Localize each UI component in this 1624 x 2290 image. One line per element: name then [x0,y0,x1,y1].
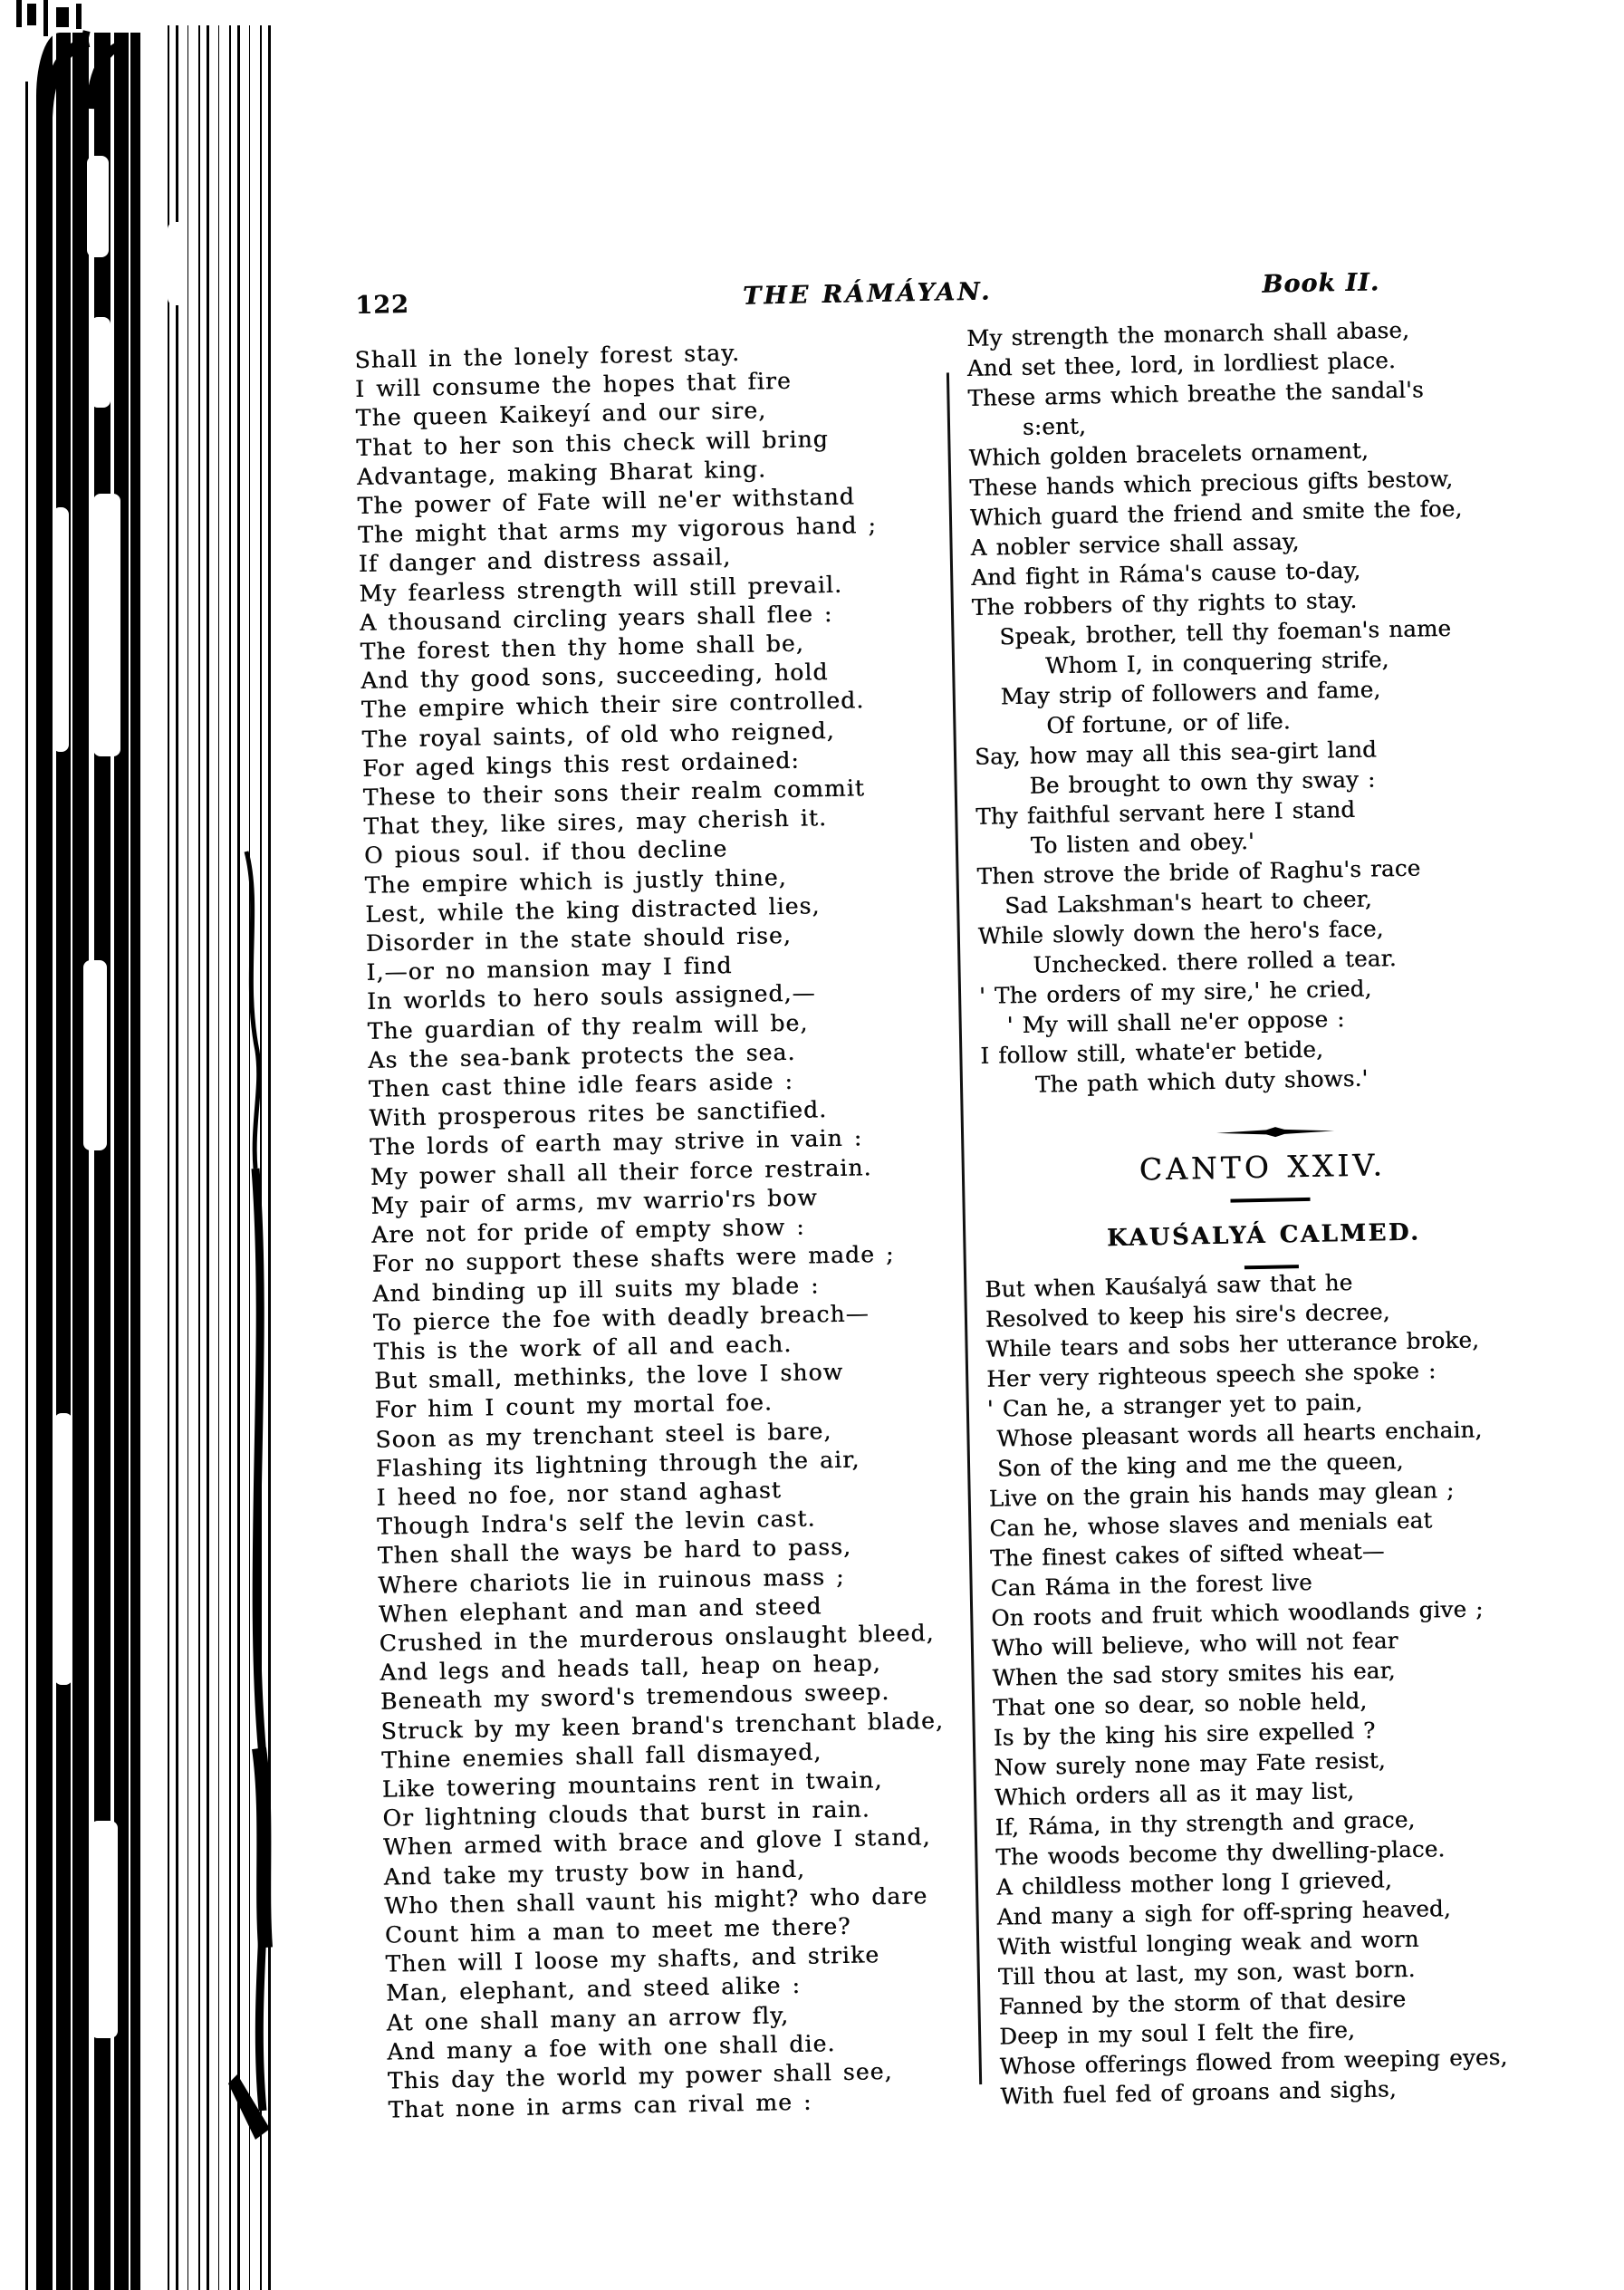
poem-line: Whose offerings flowed from weeping eyes, [999,2043,1508,2080]
poem-line: The queen Kaikeyí and our sire, [355,397,767,432]
poem-line: To listen and obey.' [975,828,1255,860]
poem-line: My fearless strength will still prevail. [359,571,843,607]
poem-line: And many a sigh for off-spring heaved, [996,1894,1452,1930]
canto-heading-rule [1230,1198,1310,1203]
poem-line: The finest cakes of sifted wheat— [989,1536,1385,1572]
poem-line: That they, like sires, may cherish it. [363,804,828,841]
poem-line: The might that arms my vigorous hand ; [357,512,878,549]
poem-line: I,—or no mansion may I find [366,952,733,986]
poem-line: These to their sons their realm commit [362,775,866,811]
poem-line: Disorder in the state should rise, [365,921,793,957]
poem-line: The royal saints, of old who reigned, [361,717,835,753]
poem-line: Flashing its lightning through the air, [375,1446,860,1482]
poem-line: Or lightning clouds that burst in rain. [382,1795,871,1832]
poem-line: Beneath my sword's tremendous sweep. [380,1679,890,1716]
poem-line: Son of the king and me the queen, [987,1447,1404,1482]
poem-line: Can he, whose slaves and menials eat [989,1506,1433,1542]
poem-line: If, Ráma, in thy strength and grace, [995,1805,1416,1841]
poem-line: Thy faithful servant here I stand [975,795,1356,830]
poem-line: When armed with brace and glove I stand, [382,1823,931,1862]
poem-line: Is by the king his sire expelled ? [993,1717,1376,1751]
poem-line: Her very righteous speech she spoke : [985,1356,1437,1392]
poem-line: Though Indra's self the levin cast. [376,1505,816,1540]
poem-line: Are not for pride of empty show : [370,1213,805,1248]
poem-line: The guardian of thy realm will be, [367,1009,809,1044]
poem-line: Then strove the bride of Raghu's race [976,854,1421,890]
poem-line: ' My will shall ne'er oppose : [979,1005,1345,1039]
poem-line: For aged kings this rest ordained: [361,746,801,782]
poem-line: On roots and fruit which woodlands give ; [991,1594,1484,1631]
poem-line: Man, elephant, and steed alike : [385,1972,802,2007]
poem-line: I follow still, whate'er betide, [980,1035,1324,1069]
poem-line: That to her son this check will bring [356,425,830,461]
poem-line: With prosperous rites be sanctified. [369,1096,828,1132]
poem-line: May strip of followers and fame, [973,676,1381,710]
poem-line: That none in arms can rival me : [388,2088,812,2123]
page-number: 122 [355,290,410,320]
poem-line: Live on the grain his hands may glean ; [988,1476,1455,1512]
poem-line: Count him a man to meet me there? [384,1912,851,1948]
poem-line: These hands which precious gifts bestow, [969,465,1454,501]
running-title: THE RÁMÁYAN. [742,277,993,311]
poem-line: Then shall the ways be hard to pass, [377,1534,852,1570]
section-divider-ornament [1068,1111,1483,1130]
canto-subheading: KAUŚALYÁ CALMED. [1106,1218,1421,1253]
right-column-verse [966,315,1463,1101]
poem-line: Resolved to keep his sire's decree, [985,1297,1390,1333]
poem-line: My pair of arms, mv warrio'rs bow [370,1184,819,1219]
page-header [353,268,1382,324]
poem-line: The forest then thy home shall be, [360,630,805,665]
book-number: Book II. [1262,268,1380,299]
poem-line: Who then shall vaunt his might? who dare [384,1881,928,1920]
poem-line: Where chariots lie in ruinous mass ; [378,1563,845,1599]
poem-line: O pious soul. if thou decline [363,835,728,870]
canto-heading: CANTO XXIV. [1139,1147,1387,1188]
poem-line: Struck by my keen brand's trenchant blade, [380,1707,945,1745]
poem-line: A thousand circling years shall flee : [359,600,833,636]
poem-line: Whom I, in conquering strife, [972,646,1389,680]
tapered-rule-icon [1216,1125,1334,1138]
right-column [966,315,1508,2111]
poem-line: Which guard the friend and smite the foe, [969,495,1463,531]
poem-line: While tears and sobs her utterance broke, [985,1325,1480,1362]
poem-line: Be brought to own thy sway : [975,765,1376,800]
poem-line: While slowly down the hero's face, [977,915,1384,949]
canto-verse [985,1266,1508,2112]
poem-line: ' Can he, a stranger yet to pain, [986,1388,1363,1422]
poem-line: Thine enemies shall fall dismayed, [380,1738,822,1774]
poem-line: s:ent, [967,412,1087,441]
poem-line: Who will believe, who will not fear [991,1626,1398,1661]
poem-line: That one so dear, so noble held, [992,1687,1368,1721]
poem-line: Advantage, making Bharat king. [356,456,767,490]
poem-line: The lords of earth may strive in vain : [369,1124,863,1161]
poem-line: Fanned by the storm of that desire [998,1985,1407,2020]
scan-gutter-artifact [0,0,290,2290]
poem-line: Sad Lakshman's heart to cheer, [976,885,1372,919]
poem-line: For no support these shafts were made ; [371,1241,895,1278]
poem-line: Crushed in the murderous onslaught bleed, [379,1619,935,1657]
poem-line: And take my trusty bow in hand, [383,1855,806,1891]
poem-line: And set thee, lord, in lordliest place. [966,346,1397,382]
poem-line: Speak, brother, tell thy foeman's name [972,614,1452,650]
poem-line: And legs and heads tall, heap on heap, [380,1650,881,1686]
poem-line: Which orders all as it may list, [994,1776,1355,1811]
poem-line: I heed no foe, nor stand aghast [376,1477,783,1511]
poem-line: When elephant and man and steed [378,1592,822,1628]
poem-line: Like towering mountains rent in twain, [381,1766,883,1803]
poem-line: Of fortune, or of life. [974,707,1291,740]
poem-line: Say, how may all this sea-girt land [974,736,1378,770]
poem-line: Unchecked. there rolled a tear. [978,945,1397,979]
poem-line: This is the work of all and each. [373,1330,793,1365]
poem-line: My power shall all their force restrain. [370,1153,872,1190]
poem-line: A nobler service shall assay, [970,528,1300,561]
poem-line: Which golden bracelets ornament, [968,437,1369,471]
poem-line: This day the world my power shall see, [387,2057,893,2094]
poem-line: For him I count my mortal foe. [374,1389,774,1424]
left-column-verse [354,334,1014,2125]
gutter-curved-slivers [0,0,290,2290]
page-content [353,268,1508,2163]
poem-line: At one shall many an arrow fly, [386,2001,790,2036]
poem-line: Can Ráma in the forest live [990,1568,1313,1602]
poem-line: Till thou at last, my son, wast born. [997,1955,1416,1990]
poem-line: The empire which is justly thine, [364,863,787,899]
poem-line: But small, methinks, the love I show [373,1358,844,1394]
poem-line: Then will I loose my shafts, and strike [385,1941,880,1977]
poem-line: Shall in the lonely forest stay. [354,339,741,373]
poem-line: If danger and distress assail, [358,544,732,578]
poem-line: These arms which breathe the sandal's [967,376,1425,411]
poem-line: Now surely none may Fate resist, [994,1746,1387,1781]
poem-line: Soon as my trenchant steel is bare, [375,1417,832,1453]
poem-line: A childless mother long I grieved, [995,1865,1393,1900]
poem-line: I will consume the hopes that fire [354,367,793,403]
poem-line: And many a foe with one shall die. [387,2029,836,2065]
poem-line: With fuel fed of groans and sighs, [1000,2074,1398,2110]
poem-line: Lest, while the king distracted lies, [364,892,821,928]
poem-line: But when Kauśalyá saw that he [985,1268,1353,1303]
poem-line: The woods become thy dwelling-place. [995,1834,1446,1871]
poem-line: ' The orders of my sire,' he cried, [978,975,1372,1009]
poem-line: The empire which their sire controlled. [360,687,865,724]
poem-line: The path which duty shows.' [980,1064,1369,1099]
poem-line: In worlds to hero souls assigned,— [366,979,816,1015]
poem-line: And fight in Ráma's cause to-day, [970,556,1361,591]
poem-line: Then cast thine idle fears aside : [368,1067,794,1102]
poem-line: And thy good sons, succeeding, hold [360,659,829,695]
poem-line: Deep in my soul I felt the fire, [998,2016,1356,2050]
poem-line: To pierce the foe with deadly breach— [372,1299,870,1336]
poem-line: With wistful longing weak and worn [996,1925,1419,1960]
poem-line: My strength the monarch shall abase, [966,316,1410,352]
poem-line: When the sad story smites his ear, [992,1656,1396,1691]
poem-line: As the sea-bank protects the sea. [368,1038,796,1073]
poem-line: And binding up ill suits my blade : [372,1271,820,1307]
poem-line: The robbers of thy rights to stay. [971,586,1358,621]
poem-line: Whose pleasant words all hearts enchain, [987,1415,1483,1452]
poem-line: The power of Fate will ne'er withstand [357,483,856,519]
